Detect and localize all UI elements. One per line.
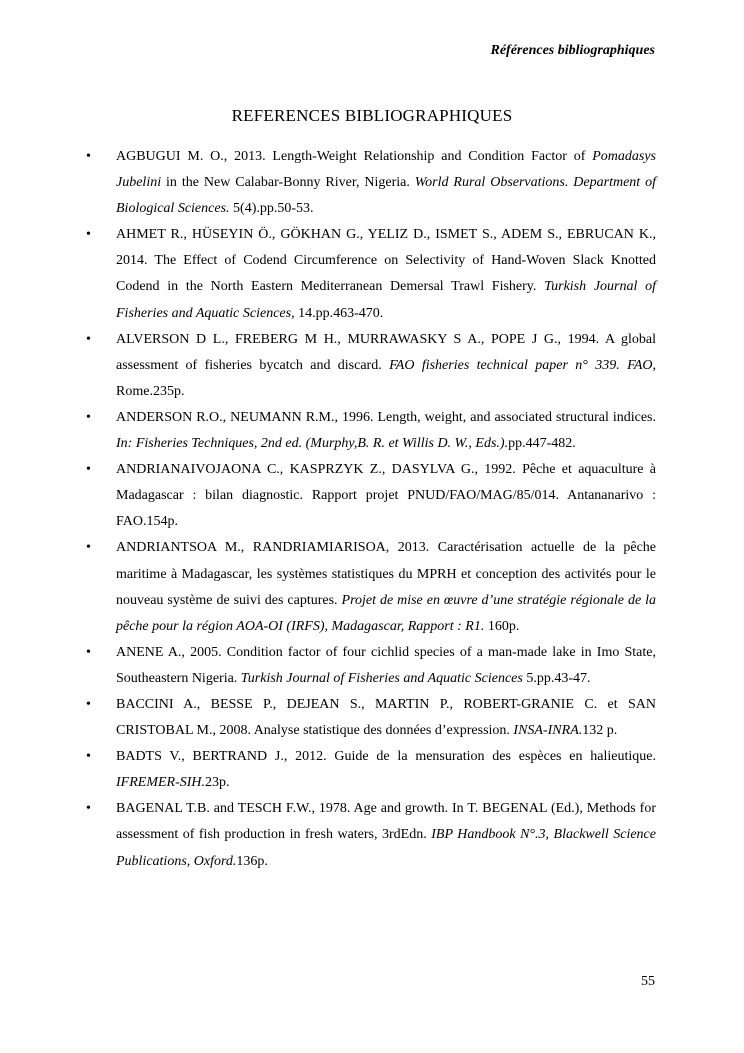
reference-item (86, 144, 656, 222)
reference-text: 132 p. (582, 723, 618, 739)
reference-text: AHMET R., HÜSEYIN Ö., GÖKHAN G., YELIZ D., ISMET S., ADEM S., EBRUCAN K., 2014. The Effect of Codend Circumference on Selectivity of Hand-Woven Slack Knotted Codend in the North Eastern Mediterranean Demersal Trawl Fishery. (116, 227, 656, 295)
reference-italic-text: FAO fisheries technical paper n° 339. FAO, (389, 357, 656, 373)
reference-text: in the New Calabar-Bonny River, Nigeria. (161, 175, 415, 191)
reference-italic-text: Pomadasys Jubelini (116, 149, 656, 191)
reference-item (86, 222, 656, 326)
bullet-icon: • (86, 149, 91, 164)
reference-item (86, 692, 656, 744)
reference-text: Rome.235p. (116, 383, 185, 399)
reference-italic-text: In: Fisheries Techniques, 2nd ed. (Murphy,B. R. et Willis D. W., Eds.). (116, 436, 509, 452)
bullet-icon: • (86, 644, 91, 660)
reference-item (86, 327, 656, 405)
reference-text: 5(4).pp.50-53. (229, 201, 314, 217)
bullet-icon: • (86, 540, 91, 556)
reference-text: ANENE A., 2005. Condition factor of four cichlid species of a man-made lake in Imo State, Southeastern Nigeria. (116, 644, 656, 686)
page-number: 55 (641, 974, 655, 989)
reference-text: ANDERSON R.O., NEUMANN R.M., 1996. Length, weight, and associated structural indices. (116, 409, 656, 425)
reference-text: 14.pp.463-470. (294, 305, 384, 321)
reference-italic-text: Turkish Journal of Fisheries and Aquatic Sciences, (116, 279, 656, 321)
reference-text: pp.447-482. (508, 436, 576, 452)
bullet-icon: • (86, 749, 91, 765)
reference-italic-text: INSA-INRA. (513, 723, 583, 739)
reference-item (86, 796, 656, 874)
reference-text: BACCINI A., BESSE P., DEJEAN S., MARTIN P., ROBERT-GRANIE C. et SAN CRISTOBAL M., 2008. Analyse statistique des données d’expression. (116, 696, 656, 739)
reference-item (86, 405, 656, 457)
reference-text: ALVERSON D L., FREBERG M H., MURRAWASKY S A., POPE J G., 1994. A global assessment of fisheries bycatch and discard. (116, 331, 656, 373)
reference-italic-text: World Rural Observations. Department of Biological Sciences. (116, 175, 656, 217)
bullet-icon: • (86, 409, 91, 425)
bullet-icon: • (86, 696, 91, 712)
reference-text: BADTS V., BERTRAND J., 2012. Guide de la mensuration des espèces en halieutique. (116, 749, 656, 765)
reference-list (86, 144, 656, 875)
reference-text: ANDRIANTSOA M., RANDRIAMIARISOA, 2013. Caractérisation actuelle de la pêche maritime à Madagascar, les systèmes statistiques du MPRH et conception des activités pour le nouveau système de suivi des captures. (116, 540, 656, 608)
reference-text: 136p. (236, 853, 268, 869)
bullet-icon: • (86, 331, 91, 347)
reference-italic-text: IBP Handbook N°.3, Blackwell Science Publications, Oxford. (116, 827, 656, 869)
reference-text: 5.pp.43-47. (522, 670, 591, 686)
reference-text: 23p. (205, 775, 230, 791)
bullet-icon: • (86, 227, 91, 243)
reference-item (86, 457, 656, 535)
reference-italic-text: IFREMER-SIH. (116, 775, 206, 791)
reference-text: ANDRIANAIVOJAONA C., KASPRZYK Z., DASYLVA G., 1992. Pêche et aquaculture à Madagascar : bilan diagnostic. Rapport projet PNUD/FAO/MAG/85/014. Antananarivo : FAO.154p. (116, 462, 656, 530)
bullet-icon: • (86, 462, 91, 478)
reference-item (86, 640, 656, 692)
reference-text: BAGENAL T.B. and TESCH F.W., 1978. Age and growth. In T. BEGENAL (Ed.), Methods for assessment of fish production in fresh waters, 3rdEdn. (116, 801, 656, 843)
reference-item (86, 744, 656, 796)
reference-italic-text: Turkish Journal of Fisheries and Aquatic Sciences (240, 670, 523, 686)
bullet-icon: • (86, 801, 91, 817)
reference-item (86, 535, 656, 639)
reference-text: 160p. (484, 618, 520, 634)
running-header: Références bibliographiques (490, 43, 655, 58)
reference-text: AGBUGUI M. O., 2013. Length-Weight Relationship and Condition Factor of (116, 149, 593, 164)
page-title: REFERENCES BIBLIOGRAPHIQUES (231, 106, 513, 125)
reference-italic-text: Projet de mise en œuvre d’une stratégie régionale de la pêche pour la région AOA-OI (IRFS), Madagascar, Rapport : R1. (116, 592, 656, 634)
